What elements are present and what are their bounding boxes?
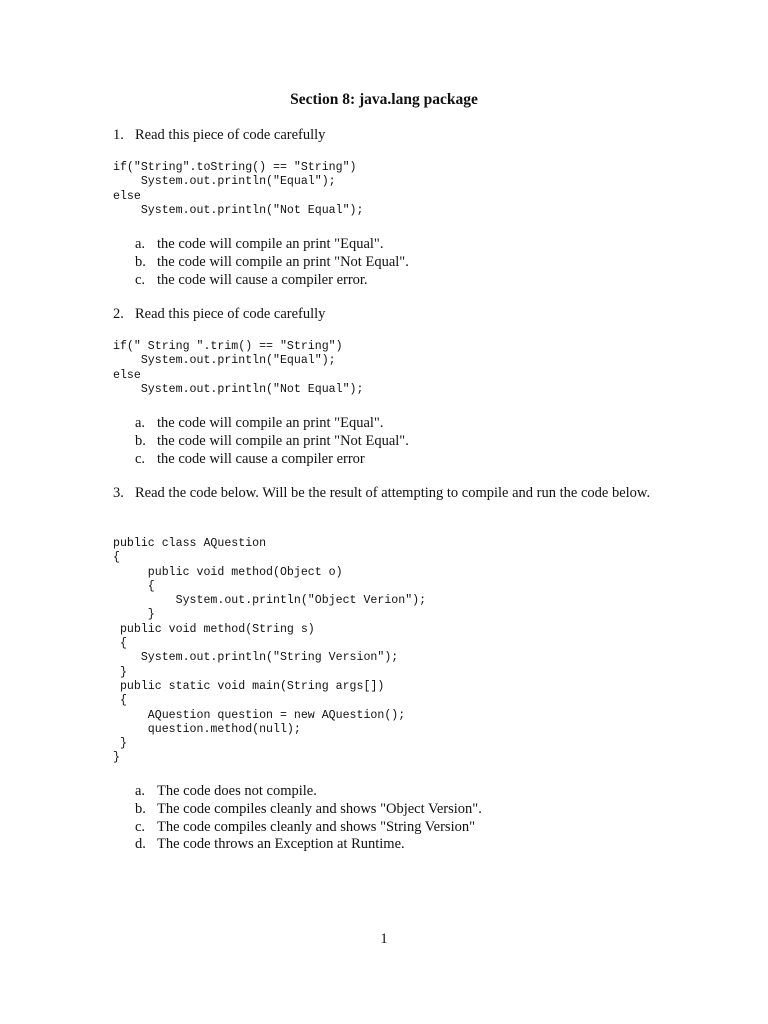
question-number: 1. [113,127,124,143]
question-number: 2. [113,306,124,322]
option-text: The code compiles cleanly and shows "Object Version". [157,800,482,817]
page-title: Section 8: java.lang package [290,91,478,108]
option-letter: c. [135,450,146,467]
option-a [135,783,482,801]
option-text: The code compiles cleanly and shows "String Version" [157,818,476,835]
option-text: The code does not compile. [157,783,317,799]
answer-options [135,783,482,854]
question-number: 3. [113,485,124,501]
option-b [135,801,482,819]
option-text: the code will cause a compiler error. [157,271,368,288]
option-c [135,819,482,837]
page-number: 1 [380,931,388,947]
code-block: if("String".toString() == "String") System.out.println("Equal"); else System.out.println("Not Equal"); [113,161,364,217]
code-block: if(" String ".trim() == "String") System.out.println("Equal"); else System.out.println("Not Equal"); [113,340,364,396]
option-letter: a. [135,236,146,252]
option-letter: a. [135,783,146,799]
question-prompt: Read the code below. Will be the result of attempting to compile and run the code below. [135,485,651,501]
option-text: the code will compile an print "Not Equal". [157,432,409,449]
option-text: the code will compile an print "Not Equal". [157,253,409,270]
option-letter: d. [135,836,146,853]
option-text: the code will compile an print "Equal". [157,236,384,252]
question-3 [113,485,653,503]
option-b [135,254,409,272]
option-letter: c. [135,271,146,288]
option-letter: b. [135,253,146,270]
option-text: The code throws an Exception at Runtime. [157,836,405,853]
answer-options [135,415,409,468]
option-letter: b. [135,800,146,817]
option-b [135,433,409,451]
question-2 [113,306,653,324]
option-text: the code will compile an print "Equal". [157,415,384,431]
option-a [135,236,409,254]
question-prompt: Read this piece of code carefully [135,127,326,143]
option-a [135,415,409,433]
question-1 [113,127,653,145]
answer-options [135,236,409,289]
code-block: public class AQuestion { public void method(Object o) { System.out.println("Object Verion"); } public void method(String s) { System.out.println("String Version"); } public static void main(String args[]) { AQuestion question = new AQuestion(); question.method(null); } } [113,537,427,765]
option-text: the code will cause a compiler error [157,450,365,467]
option-letter: c. [135,818,146,835]
option-letter: a. [135,415,146,431]
question-prompt: Read this piece of code carefully [135,306,326,322]
option-d [135,836,482,854]
option-c [135,272,409,290]
option-letter: b. [135,432,146,449]
option-c [135,451,409,469]
